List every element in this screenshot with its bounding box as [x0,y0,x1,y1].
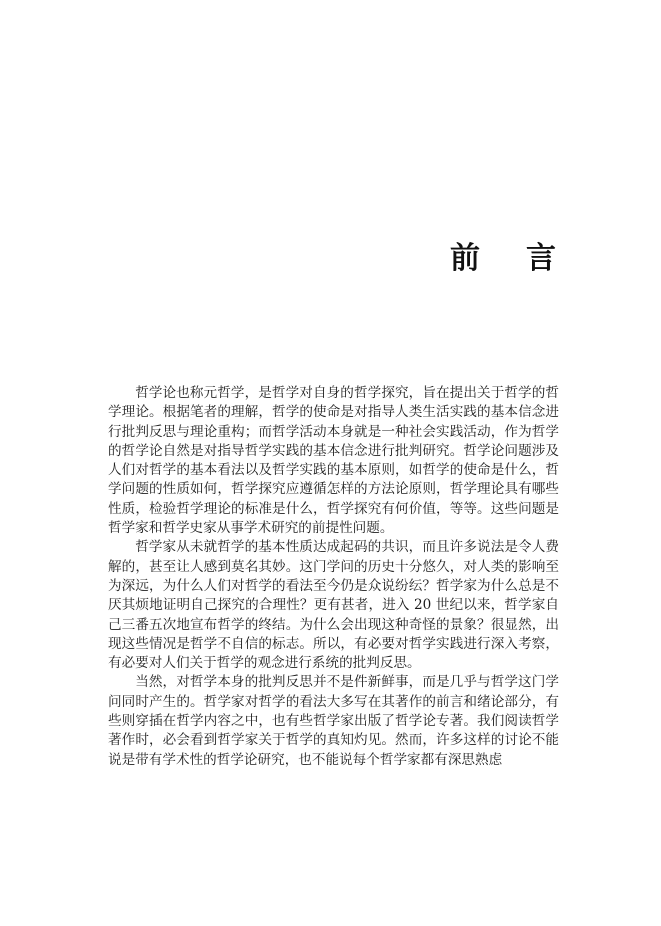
paragraph-3: 当然，对哲学本身的批判反思并不是件新鲜事，而是几乎与哲学这门学问同时产生的。哲学家对哲学的看法大多写在其著作的前言和绪论部分，有些则穿插在哲学内容之中，也有些哲学家出版了哲学论专著。我们阅读哲学著作时，必会看到哲学家关于哲学的真知灼见。然而，许多这样的讨论不能说是带有学术性的哲学论研究，也不能说每个哲学家都有深思熟虑 [108,674,559,768]
paragraph-2: 哲学家从未就哲学的基本性质达成起码的共识，而且许多说法是令人费解的，甚至让人感到莫名其妙。这门学问的历史十分悠久，对人类的影响至为深远，为什么人们对哲学的看法至今仍是众说纷纭？哲学家为什么总是不厌其烦地证明自己探究的合理性？更有甚者，进入 20 世纪以来，哲学家自己三番五次地宣布哲学的终结。为什么会出现这种奇怪的景象？很显然，出现这些情况是哲学不自信的标志。所以，有必要对哲学实践进行深入考察，有必要对人们关于哲学的观念进行系统的批判反思。 [108,539,559,672]
page-title: 前言 [450,241,602,276]
preface-body [108,384,559,770]
paragraph-1: 哲学论也称元哲学，是哲学对自身的哲学探究，旨在提出关于哲学的哲学理论。根据笔者的理解，哲学的使命是对指导人类生活实践的基本信念进行批判反思与理论重构；而哲学活动本身就是一种社会实践活动，作为哲学的哲学论自然是对指导哲学实践的基本信念进行批判研究。哲学论问题涉及人们对哲学的基本看法以及哲学实践的基本原则，如哲学的使命是什么，哲学问题的性质如何，哲学探究应遵循怎样的方法论原则，哲学理论具有哪些性质，检验哲学理论的标准是什么，哲学探究有何价值，等等。这些问题是哲学家和哲学史家从事学术研究的前提性问题。 [108,385,559,537]
